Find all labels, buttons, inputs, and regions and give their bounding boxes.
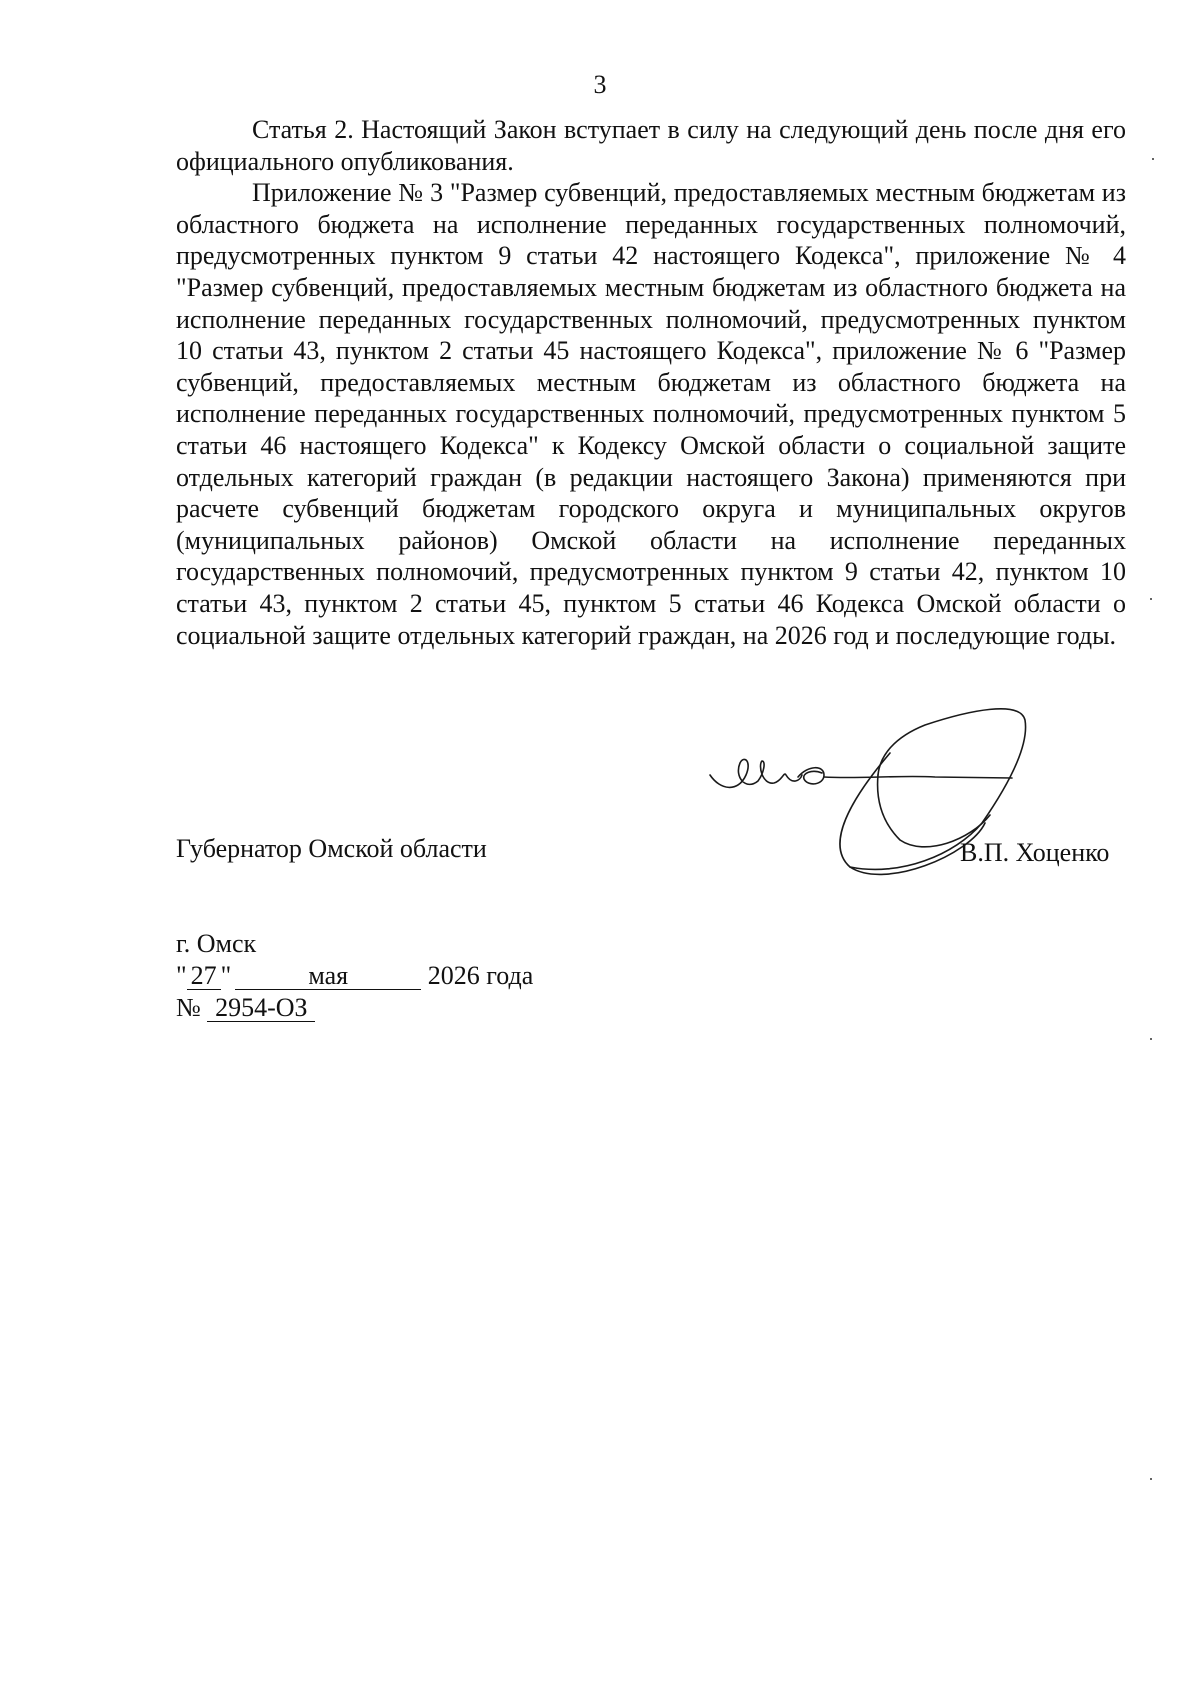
signatory-name: В.П. Хоценко <box>960 838 1110 867</box>
page-number: 3 <box>593 70 607 99</box>
law-number: 2954-ОЗ <box>207 995 315 1022</box>
scan-speck <box>1150 1478 1152 1480</box>
date-day: 27 <box>187 963 221 990</box>
scan-speck <box>1150 1038 1152 1040</box>
article-2-paragraph: Статья 2. Настоящий Закон вступает в силу на следующий день после дня его официального опубликования. <box>176 115 1126 176</box>
scan-speck <box>1150 598 1152 600</box>
scan-speck <box>1152 158 1154 160</box>
place: г. Омск <box>176 929 257 958</box>
signatory-position: Губернатор Омской области <box>176 834 487 863</box>
date-month: мая <box>235 963 421 990</box>
handwritten-signature <box>700 705 1090 920</box>
date-year: 2026 года <box>427 961 534 990</box>
signing-date <box>176 960 533 992</box>
date-close-quote: " <box>220 961 232 990</box>
document-body <box>176 114 1126 651</box>
law-number-prefix: № <box>176 993 201 1022</box>
signing-block <box>176 928 533 1024</box>
date-open-quote: " <box>176 961 187 990</box>
appendix-paragraph: Приложение № 3 "Размер субвенций, предоставляемых местным бюджетам из областного бюджета на исполнение переданных государственных полномочий, предусмотренных пунктом 9 статьи 42 настоящего Кодекса", приложение № 4 "Размер субвенций, предоставляемых местным бюджетам из областного бюджета на исполнение переданных государственных полномочий, предусмотренных пунктом 10 статьи 43, пунктом 2 статьи 45 настоящего Кодекса", приложение № 6 "Размер субвенций, предоставляемых местным бюджетам из областного бюджета на исполнение переданных государственных полномочий, предусмотренных пунктом 5 статьи 46 настоящего Кодекса" к Кодексу Омской области о социальной защите отдельных категорий граждан (в редакции настоящего Закона) применяются при расчете субвенций бюджетам городского округа и муниципальных округов (муниципальных районов) Омской области на исполнение переданных государственных полномочий, предусмотренных пунктом 9 статьи 42, пунктом 10 статьи 43, пунктом 2 статьи 45, пунктом 5 статьи 46 Кодекса Омской области о социальной защите отдельных категорий граждан, на 2026 год и последующие годы. <box>176 178 1126 650</box>
law-number-line <box>176 992 533 1024</box>
